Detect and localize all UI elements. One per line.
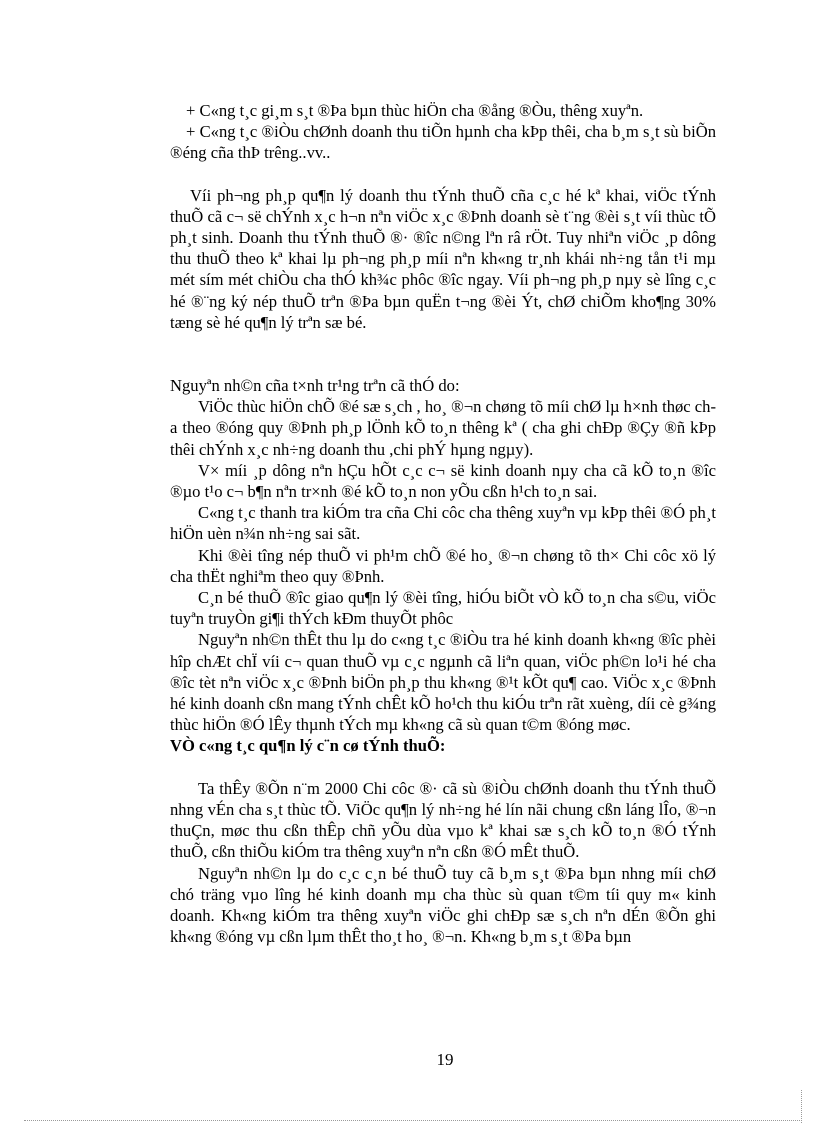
right-dotted-rule xyxy=(801,1090,802,1123)
paragraph-6: V× míi ¸p dông nªn hÇu hÕt c¸c c¬ së kinh doanh nµy cha cã kÕ to¸n ®îc ®µo t¹o c¬ b¶n nªn tr×nh ®é kÕ to¸n non yÕu cßn h¹ch to¸n sai. xyxy=(170,460,716,502)
paragraph-2: + C«ng t¸c ®iÒu chØnh doanh thu tiÕn hµnh cha kÞp thêi, cha b¸m s¸t sù biÕn ®éng cña thÞ trêng..vv.. xyxy=(170,122,716,163)
paragraph-9: C¸n bé thuÕ ®îc giao qu¶n lý ®èi tîng, hiÓu biÕt vÒ kÕ to¸n cha s©u, viÖc tuyªn truyÒn gi¶i thÝch kÐm thuyÕt phôc xyxy=(170,588,716,629)
paragraph-7: C«ng t¸c thanh tra kiÓm tra cña Chi côc cha thêng xuyªn vµ kÞp thêi ®Ó ph¸t hiÖn uèn n¾n nh÷ng sai sãt. xyxy=(170,503,716,544)
paragraph-3: Víi ph¬ng ph¸p qu¶n lý doanh thu tÝnh thuÕ cña c¸c hé kª khai, viÖc tÝnh thuÕ cã c¬ së chÝnh x¸c h¬n nªn viÖc x¸c ®Þnh doanh sè t¨ng ®èi s¸t víi thùc tÕ ph¸t sinh. Doanh thu tÝnh thuÕ ®· ®îc n©ng lªn râ rÖt. Tuy nhiªn viÖc ¸p dông thu thuÕ theo kª khai lµ ph¬ng ph¸p míi nªn kh«ng tr¸nh khái nh÷ng tån t¹i mµ mét sím mét chiÒu cha thÓ kh¾c phôc ®îc ngay. Víi ph¬ng ph¸p nµy sè lîng c¸c hé ®¨ng ký nép thuÕ trªn ®Þa bµn quËn t¬ng ®èi Ýt, chØ chiÕm kho¶ng 30% tæng sè hé qu¶n lý trªn sæ bé. xyxy=(170,185,716,332)
page-number: 19 xyxy=(436,1050,454,1069)
section-heading: VÒ c«ng t¸c qu¶n lý c¨n cø tÝnh thuÕ: xyxy=(170,736,446,756)
paragraph-8: Khi ®èi tîng nép thuÕ vi ph¹m chÕ ®é ho¸ ®¬n chøng tõ th× Chi côc xö lý cha thËt nghiªm theo quy ®Þnh. xyxy=(170,545,716,586)
bottom-dotted-rule xyxy=(24,1120,802,1121)
paragraph-4: Nguyªn nh©n cña t×nh tr¹ng trªn cã thÓ do: xyxy=(170,376,460,396)
paragraph-5: ViÖc thùc hiÖn chÕ ®é sæ s¸ch , ho¸ ®¬n chøng tõ míi chØ lµ h×nh thøc cha theo ®óng quy ®Þnh ph¸p lÖnh kÕ to¸n thêng kª ( cha ghi chÐp ®Çy ®ñ kÞp thêi chÝnh x¸c nh÷ng doanh thu ,chi phÝ hµng ngµy). xyxy=(170,397,716,459)
paragraph-1: + C«ng t¸c gi¸m s¸t ®Þa bµn thùc hiÖn cha ®ång ®Òu, thêng xuyªn. xyxy=(186,101,644,120)
paragraph-10: Nguyªn nh©n thÊt thu lµ do c«ng t¸c ®iÒu tra hé kinh doanh kh«ng ®îc phèi hîp chÆt chÏ víi c¬ quan thuÕ vµ c¸c ngµnh cã liªn quan, viÖc ph©n lo¹i hé cha ®îc tèt nªn viÖc x¸c ®Þnh biÖn ph¸p thu kh«ng ®¹t kÕt qu¶ cao. ViÖc x¸c ®Þnh hé kinh doanh cßn mang tÝnh chÊt kÕ ho¹ch thu kiÓu trªn rãt xuèng, díi cè g¾ng thùc hiÖn ®Ó lÊy thµnh tÝch mµ kh«ng cã sù quan t©m ®óng møc. xyxy=(170,630,716,735)
paragraph-11: Ta thÊy ®Õn n¨m 2000 Chi côc ®· cã sù ®iÒu chØnh doanh thu tÝnh thuÕ nhng vÉn cha s¸t thùc tÕ. ViÖc qu¶n lý nh÷ng hé lín nãi chung cßn láng lÎo, ®¬n thuÇn, møc thu cßn thÊp chñ yÕu dùa vµo kª khai sæ s¸ch kÕ to¸n ®Ó tÝnh thuÕ, cßn thiÕu kiÓm tra thêng xuyªn nªn cßn ®Ó mÊt thuÕ. xyxy=(170,778,716,862)
body-text xyxy=(170,100,716,947)
paragraph-12: Nguyªn nh©n lµ do c¸c c¸n bé thuÕ tuy cã b¸m s¸t ®Þa bµn nhng míi chØ chó träng vµo lîng hé kinh doanh mµ cha thùc sù quan t©m tíi quy m« kinh doanh. Kh«ng kiÓm tra thêng xuyªn viÖc ghi chÐp sæ s¸ch nªn dÉn ®Õn ghi kh«ng ®óng vµ cßn lµm thÊt tho¸t ho¸ ®¬n. Kh«ng b¸m s¸t ®Þa bµn xyxy=(170,863,716,947)
